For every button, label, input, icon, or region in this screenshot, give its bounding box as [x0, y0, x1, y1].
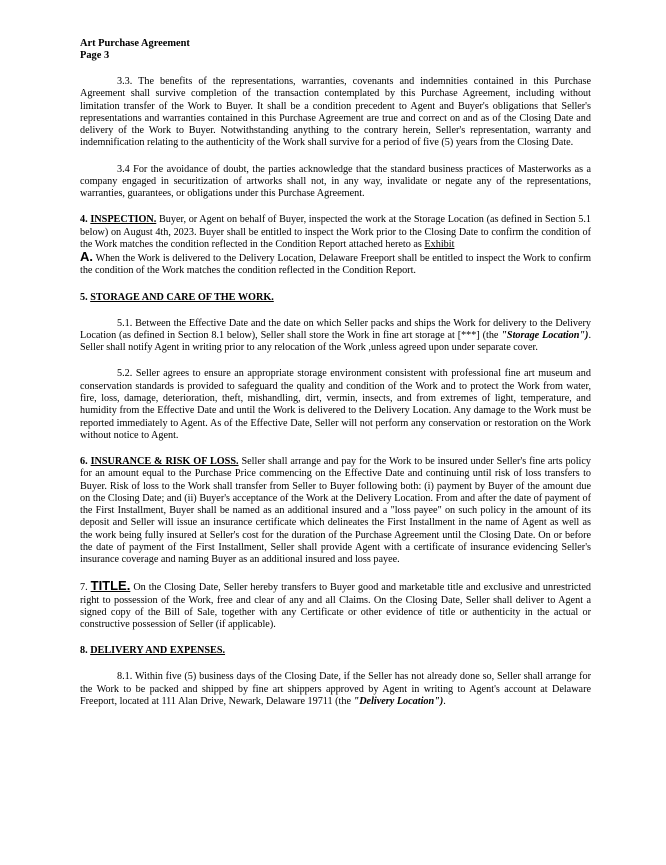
exhibit-link: Exhibit [424, 238, 455, 250]
exhibit-letter: A. [80, 249, 93, 265]
section-6-insurance [80, 456, 591, 567]
page-number: Page 3 [80, 50, 110, 61]
section-6-title: INSURANCE & RISK OF LOSS. [90, 455, 239, 467]
section-7-number: 7. [80, 582, 88, 594]
section-8-title: DELIVERY AND EXPENSES. [90, 645, 226, 657]
section-3-4: 3.4 For the avoidance of doubt, the parties acknowledge that the standard business practices of Masterworks as a company engaged in securitization of artworks shall not, in any way, invalidate or negate any of the representations, warranties, guarantees, or obligations under this Purchase Agreement. [80, 163, 591, 200]
section-5-title: STORAGE AND CARE OF THE WORK. [90, 291, 274, 303]
document-body [80, 76, 591, 722]
section-6-text: Seller shall arrange and pay for the Work to be insured under Seller's fine arts policy for an amount equal to the Purchase Price commencing on the Effective Date and continuing until risk of loss transfers to Buyer. Risk of loss to the Work shall transfer from Seller to Buyer following both: (i) payment by Buyer of the amount due on the Closing Date; and (ii) Buyer's acceptance of the Work at the Delivery Location. From and after the date of payment of the First Installment, Buyer shall be named as an additional insured and a "loss payee" on such policy in the amount of its deposit and Seller will issue an insurance certificate which delineates the First Installment in the name of Agent as well as the work being fully insured at Seller's cost for the duration of the Purchase Agreement until the Closing Date. On or before the date of payment of the First Installment, Seller shall provide Agent with a certificate of insurance evidencing Seller's insurance coverage and naming Buyer as an additional insured and loss payee. [80, 455, 591, 566]
section-3-3: 3.3. The benefits of the representations, warranties, covenants and indemnities contained in this Purchase Agreement shall survive completion of the transaction contemplated by this Purchase Agreement, including without limitation transfer of the Work to Buyer. It shall be a condition precedent to Agent and Buyer's obligations that Seller's representations and warranties contained in this Purchase Agreement are true and correct on and as of the Closing Date and delivery of the Work to Buyer. Notwithstanding anything to the contrary herein, Seller's representation, warranty and indemnification relating to the authenticity of the Work shall survive for a period of five (5) years from the Closing Date. [80, 76, 591, 149]
section-5-heading [80, 292, 591, 304]
section-5-2: 5.2. Seller agrees to ensure an appropriate storage environment consistent with professional fine art museum and conservation standards is provided to safeguard the quality and condition of the Work and to protect the Work from water, fire, loss, damage, deterioration, theft, mishandling, dirt, vermin, insects, and from extremes of light, temperature, and humidity from the Effective Date and until the Work is delivered to the Delivery Location. Any damage to the Work must be reported immediately to Agent. As of the Effective Date, Seller will not perform any conservation or restoration on the Work without notice to Agent. [80, 368, 591, 441]
section-5-1 [80, 318, 591, 355]
section-4-number: 4. [80, 214, 88, 226]
section-7-text: On the Closing Date, Seller hereby transfers to Buyer good and marketable title and exclusive and unrestricted right to possession of the Work, free and clear of any and all Claims. On the Closing Date, Seller shall deliver to Agent a signed copy of the Bill of Sale, together with any Certificate or other evidence of title or authenticity in the actual or constructive possession of Seller (if applicable). [80, 582, 591, 631]
section-4-inspection [80, 214, 591, 277]
section-5-number: 5. [80, 291, 88, 303]
section-4-text-2: When the Work is delivered to the Delivery Location, Delaware Freeport shall be entitled to inspect the Work to confirm the condition of the Work matches the condition reflected in the Condition Report. [80, 253, 591, 277]
section-8-1-text-a: 8.1. Within five (5) business days of the Closing Date, if the Seller has not already done so, Seller shall arrange for the Work to be packed and shipped by fine art shippers approved by Agent in writing to Agent's account at Delaware Freeport, located at 111 Alan Drive, Newark, Delaware 19711 (the [80, 671, 591, 708]
section-7-title-transfer [80, 580, 591, 631]
section-8-number: 8. [80, 645, 88, 657]
section-6-number: 6. [80, 455, 88, 467]
storage-location-term: "Storage Location") [501, 329, 589, 341]
delivery-location-term: "Delivery Location") [353, 696, 444, 708]
section-8-1 [80, 671, 591, 708]
section-4-title: INSPECTION. [90, 214, 157, 226]
page-header [80, 38, 190, 62]
section-7-title: TITLE. [90, 578, 131, 594]
section-5-1-text-a: 5.1. Between the Effective Date and the date on which Seller packs and ships the Work for delivery to the Delivery Location (as defined in Section 8.1 below), Seller shall store the Work in fine art storage at [***] (the [80, 317, 591, 341]
section-4-text-1: Buyer, or Agent on behalf of Buyer, inspected the work at the Storage Location (as defined in Section 5.1 below) on August 4th, 2023. Buyer shall be entitled to inspect the Work prior to the Closing Date to confirm the condition of the Work matches the condition reflected in the Condition Report attached hereto as [80, 214, 591, 250]
section-5-1-text-b: . Seller shall notify Agent in writing prior to any relocation of the Work ,unless agreed upon under separate cover. [80, 329, 591, 354]
section-8-heading [80, 645, 591, 657]
section-8-1-text-b: . [443, 696, 446, 708]
document-title: Art Purchase Agreement [80, 38, 190, 49]
